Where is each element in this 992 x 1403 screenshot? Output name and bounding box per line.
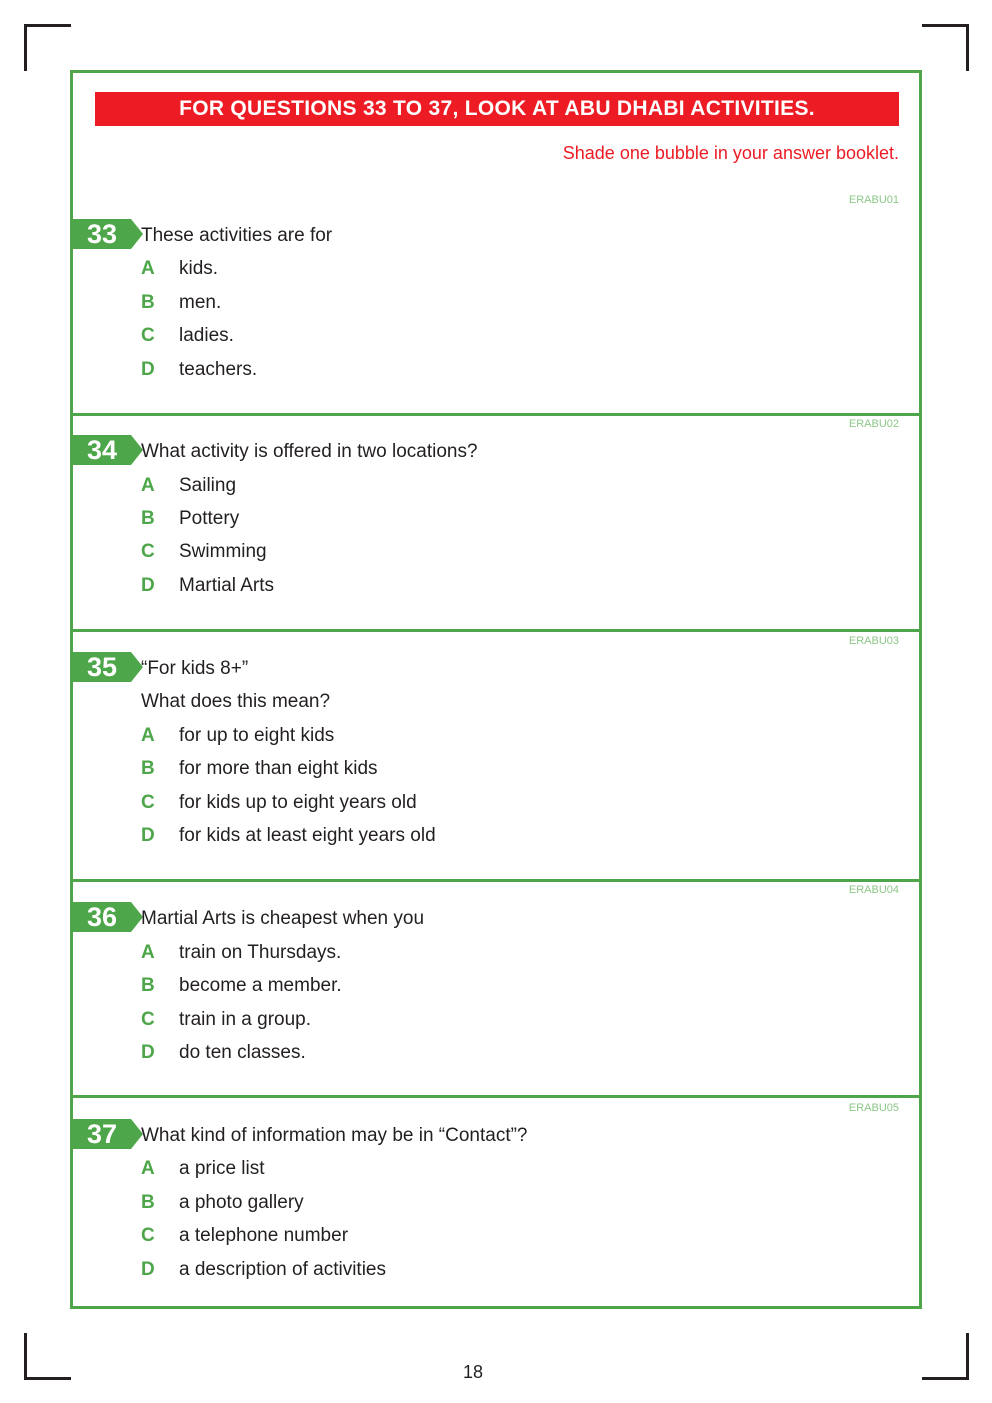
question-code: ERABU04 (848, 884, 899, 896)
option-text: a price list (179, 1158, 265, 1179)
option-letter: D (141, 825, 155, 846)
option-b[interactable] (141, 975, 342, 997)
option-letter: B (141, 975, 155, 996)
option-text: for up to eight kids (179, 725, 335, 746)
option-d[interactable] (141, 1042, 306, 1064)
question-code: ERABU03 (848, 635, 899, 647)
question-number: 33 (73, 219, 131, 249)
crop-mark-top-right (922, 24, 969, 71)
question-stem: Martial Arts is cheapest when you (141, 908, 425, 929)
option-text: Swimming (179, 541, 267, 562)
question-code: ERABU05 (848, 1102, 899, 1114)
option-letter: D (141, 1259, 155, 1280)
option-c[interactable] (141, 541, 267, 563)
crop-mark-top-left (24, 24, 71, 71)
option-a[interactable] (141, 725, 334, 747)
option-d[interactable] (141, 359, 257, 381)
option-text: a description of activities (179, 1259, 386, 1280)
option-text: ladies. (179, 325, 234, 346)
question-code: ERABU01 (848, 194, 899, 206)
option-letter: B (141, 508, 155, 529)
option-a[interactable] (141, 475, 236, 497)
option-letter: D (141, 359, 155, 380)
option-letter: B (141, 1192, 155, 1213)
question-code: ERABU02 (848, 418, 899, 430)
question-stem-second-line: What does this mean? (141, 691, 331, 712)
option-b[interactable] (141, 508, 239, 530)
option-text: a telephone number (179, 1225, 349, 1246)
option-letter: A (141, 1158, 155, 1179)
option-letter: C (141, 1009, 155, 1030)
option-text: Sailing (179, 475, 237, 496)
option-letter: C (141, 325, 155, 346)
option-a[interactable] (141, 1158, 265, 1180)
question-stem: What activity is offered in two locations? (141, 441, 478, 462)
option-text: train on Thursdays. (179, 942, 342, 963)
option-letter: D (141, 575, 155, 596)
option-a[interactable] (141, 942, 341, 964)
option-text: Pottery (179, 508, 240, 529)
option-b[interactable] (141, 292, 221, 314)
option-c[interactable] (141, 792, 417, 814)
option-letter: C (141, 792, 155, 813)
question-number: 35 (73, 652, 131, 682)
question-stem: What kind of information may be in “Contact”? (141, 1125, 528, 1146)
option-b[interactable] (141, 758, 378, 780)
option-letter: C (141, 1225, 155, 1246)
option-letter: A (141, 475, 155, 496)
option-letter: A (141, 258, 155, 279)
option-text: a photo gallery (179, 1192, 304, 1213)
option-text: Martial Arts (179, 575, 275, 596)
option-text: do ten classes. (179, 1042, 306, 1063)
option-letter: A (141, 942, 155, 963)
question-stem: “For kids 8+” (141, 658, 249, 679)
question-stem: These activities are for (141, 225, 333, 246)
option-letter: B (141, 292, 155, 313)
option-text: kids. (179, 258, 219, 279)
section-divider (73, 629, 919, 632)
question-number: 34 (73, 435, 131, 465)
option-text: for kids at least eight years old (179, 825, 436, 846)
option-letter: B (141, 758, 155, 779)
instruction-text: Shade one bubble in your answer booklet. (562, 143, 899, 163)
option-a[interactable] (141, 258, 218, 280)
option-text: train in a group. (179, 1009, 312, 1030)
option-d[interactable] (141, 575, 274, 597)
option-text: for kids up to eight years old (179, 792, 417, 813)
option-letter: D (141, 1042, 155, 1063)
option-b[interactable] (141, 1192, 304, 1214)
section-divider (73, 1095, 919, 1098)
question-number: 36 (73, 902, 131, 932)
option-text: teachers. (179, 359, 258, 380)
option-c[interactable] (141, 325, 234, 347)
section-divider (73, 413, 919, 416)
section-divider (73, 879, 919, 882)
option-text: become a member. (179, 975, 342, 996)
page-number: 18 (462, 1362, 484, 1382)
question-number: 37 (73, 1119, 131, 1149)
option-letter: A (141, 725, 155, 746)
option-d[interactable] (141, 825, 436, 847)
option-d[interactable] (141, 1259, 386, 1281)
option-text: for more than eight kids (179, 758, 378, 779)
option-c[interactable] (141, 1225, 348, 1247)
question-frame (70, 70, 922, 1309)
section-banner: FOR QUESTIONS 33 TO 37, LOOK AT ABU DHABI ACTIVITIES. (95, 92, 899, 126)
option-c[interactable] (141, 1009, 311, 1031)
option-text: men. (179, 292, 222, 313)
option-letter: C (141, 541, 155, 562)
